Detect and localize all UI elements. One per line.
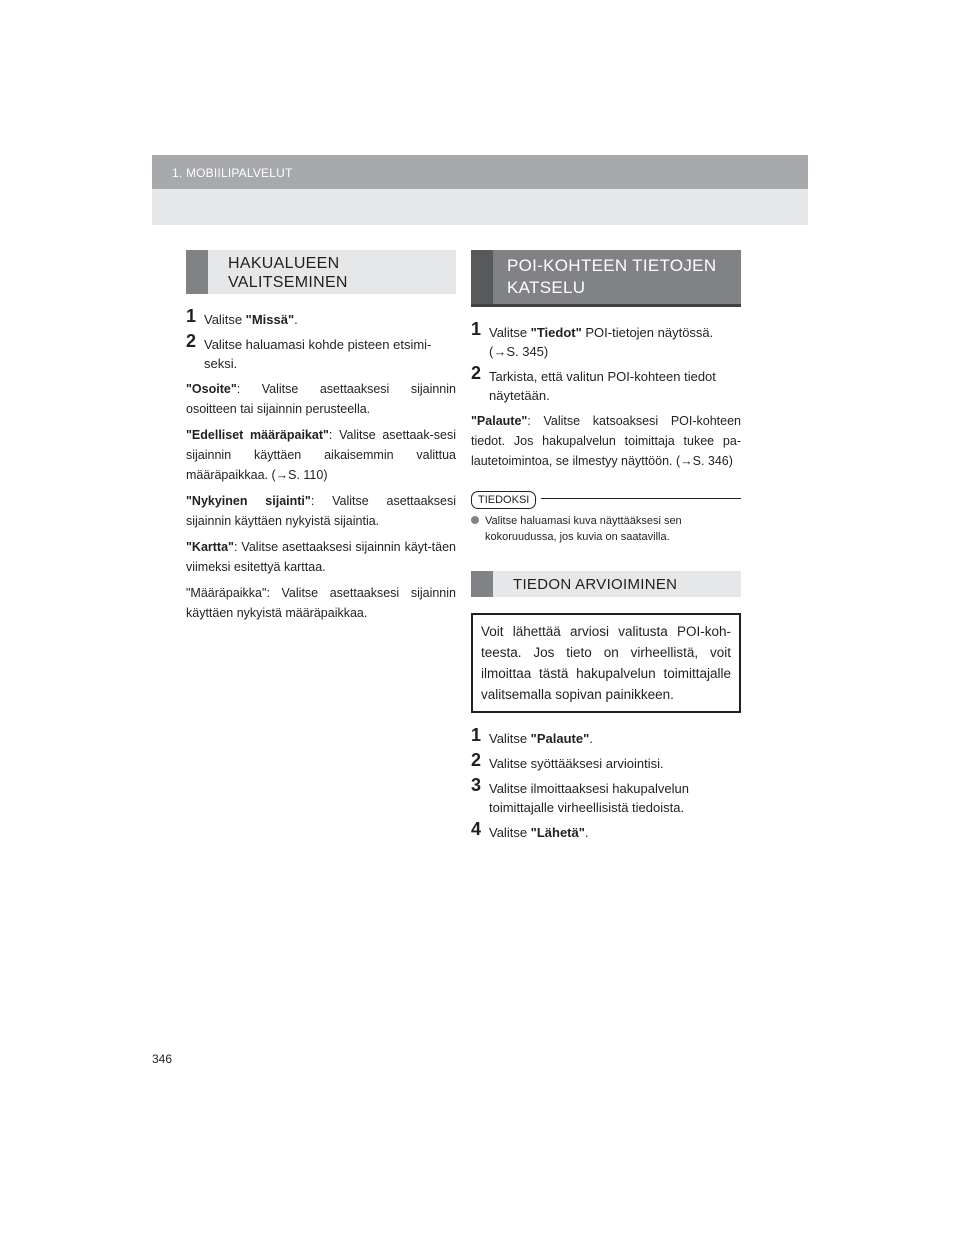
option-label: "Kartta" xyxy=(186,540,234,554)
step-text: Valitse xyxy=(489,731,531,746)
step-number: 1 xyxy=(186,306,197,326)
step-text-end: POI-tietojen näytössä. (→S. 345) xyxy=(489,325,714,359)
section-title: POI-KOHTEEN TIETOJEN KATSELU xyxy=(507,256,717,297)
note-bullet xyxy=(471,513,741,545)
option-map xyxy=(186,537,456,577)
option-text: : Valitse asettaaksesi sijainnin osoitteen tai sijainnin perusteella. xyxy=(186,382,456,416)
step-bold: "Tiedot" xyxy=(530,325,582,340)
option-current-location xyxy=(186,491,456,531)
note-tag: TIEDOKSI xyxy=(471,491,536,509)
rating-intro-box: Voit lähettää arviosi valitusta POI-koh-teesta. Jos tieto on virheellistä, voit ilmoittaa tästä hakupalvelun toimittajalle valitsemalla sopivan painikkeen. xyxy=(471,613,741,713)
step-2 xyxy=(186,331,456,373)
feedback-text: : Valitse katsoaksesi POI-kohteen tiedot. Jos hakupalvelun toimittaja tukee pa-lautetoimintoa, se ilmestyy näyttöön. (→S. 346) xyxy=(471,414,741,468)
right-column xyxy=(471,250,741,848)
option-label: "Edelliset määräpaikat" xyxy=(186,428,329,442)
step-text: Valitse syöttääksesi arviointisi. xyxy=(489,756,664,771)
step-number: 4 xyxy=(471,819,482,839)
option-address xyxy=(186,379,456,419)
step-number: 3 xyxy=(471,775,482,795)
step-text: Valitse haluamasi kohde pisteen etsimi-seksi. xyxy=(204,337,432,371)
step-text: Tarkista, että valitun POI-kohteen tiedot näytetään. xyxy=(489,369,716,403)
bullet-dot-icon xyxy=(471,516,479,524)
option-text: "Määräpaikka": Valitse asettaaksesi sijainnin käyttäen nykyistä määräpaikkaa. xyxy=(186,586,456,620)
step-number: 2 xyxy=(471,363,482,383)
note-rule xyxy=(541,498,741,499)
page-number: 346 xyxy=(152,1052,173,1066)
step-text-end: . xyxy=(294,312,298,327)
section-title: HAKUALUEEN VALITSEMINEN xyxy=(228,255,348,291)
section-title: TIEDON ARVIOIMINEN xyxy=(513,576,678,593)
note-text: Valitse haluamasi kuva näyttääksesi sen kokoruudussa, jos kuvia on saatavilla. xyxy=(485,515,682,543)
step-bold: "Missä" xyxy=(245,312,295,327)
option-text: : Valitse asettaaksesi sijainnin käyttäen nykyistä sijaintia. xyxy=(186,494,457,528)
option-label: "Osoite" xyxy=(186,382,237,396)
step-text: Valitse xyxy=(204,312,246,327)
feedback-description xyxy=(471,411,741,471)
rating-step-2 xyxy=(471,750,741,773)
step-text: Valitse ilmoittaaksesi hakupalvelun toimittajalle virheellisistä tiedoista. xyxy=(489,781,689,815)
step-text-end: . xyxy=(584,825,589,840)
step-number: 1 xyxy=(471,725,482,745)
section-header-poi-info xyxy=(471,250,741,307)
step-1 xyxy=(186,306,456,329)
step-number: 1 xyxy=(471,319,482,339)
header-subband xyxy=(152,189,808,225)
option-label: "Nykyinen sijainti" xyxy=(186,494,311,508)
step-text: Valitse xyxy=(489,825,531,840)
section-header-bar xyxy=(471,571,493,597)
step-bold: "Palaute" xyxy=(530,731,590,746)
rating-step-4 xyxy=(471,819,741,842)
left-column xyxy=(186,250,456,629)
step-number: 2 xyxy=(471,750,482,770)
section-header-bar xyxy=(186,250,208,294)
step-1 xyxy=(471,319,741,361)
section-header-rating xyxy=(471,571,741,597)
step-text: Valitse xyxy=(489,325,531,340)
option-text: : Valitse asettaaksesi sijainnin käyt-täen viimeksi esitettyä karttaa. xyxy=(186,540,456,574)
step-bold: "Lähetä" xyxy=(530,825,585,840)
step-number: 2 xyxy=(186,331,197,351)
chapter-title: 1. MOBIILIPALVELUT xyxy=(172,166,293,180)
step-2 xyxy=(471,363,741,405)
feedback-label: "Palaute" xyxy=(471,414,528,428)
rating-step-3 xyxy=(471,775,741,817)
option-text: : Valitse asettaak-sesi sijainnin käyttäen aikaisemmin valittua määräpaikkaa. (→S. 110) xyxy=(186,428,457,482)
option-previous-destinations xyxy=(186,425,456,485)
step-text-end: . xyxy=(589,731,593,746)
section-header-bar xyxy=(471,250,493,304)
section-header-search-area xyxy=(186,250,456,294)
option-destination xyxy=(186,583,456,623)
rating-step-1 xyxy=(471,725,741,748)
